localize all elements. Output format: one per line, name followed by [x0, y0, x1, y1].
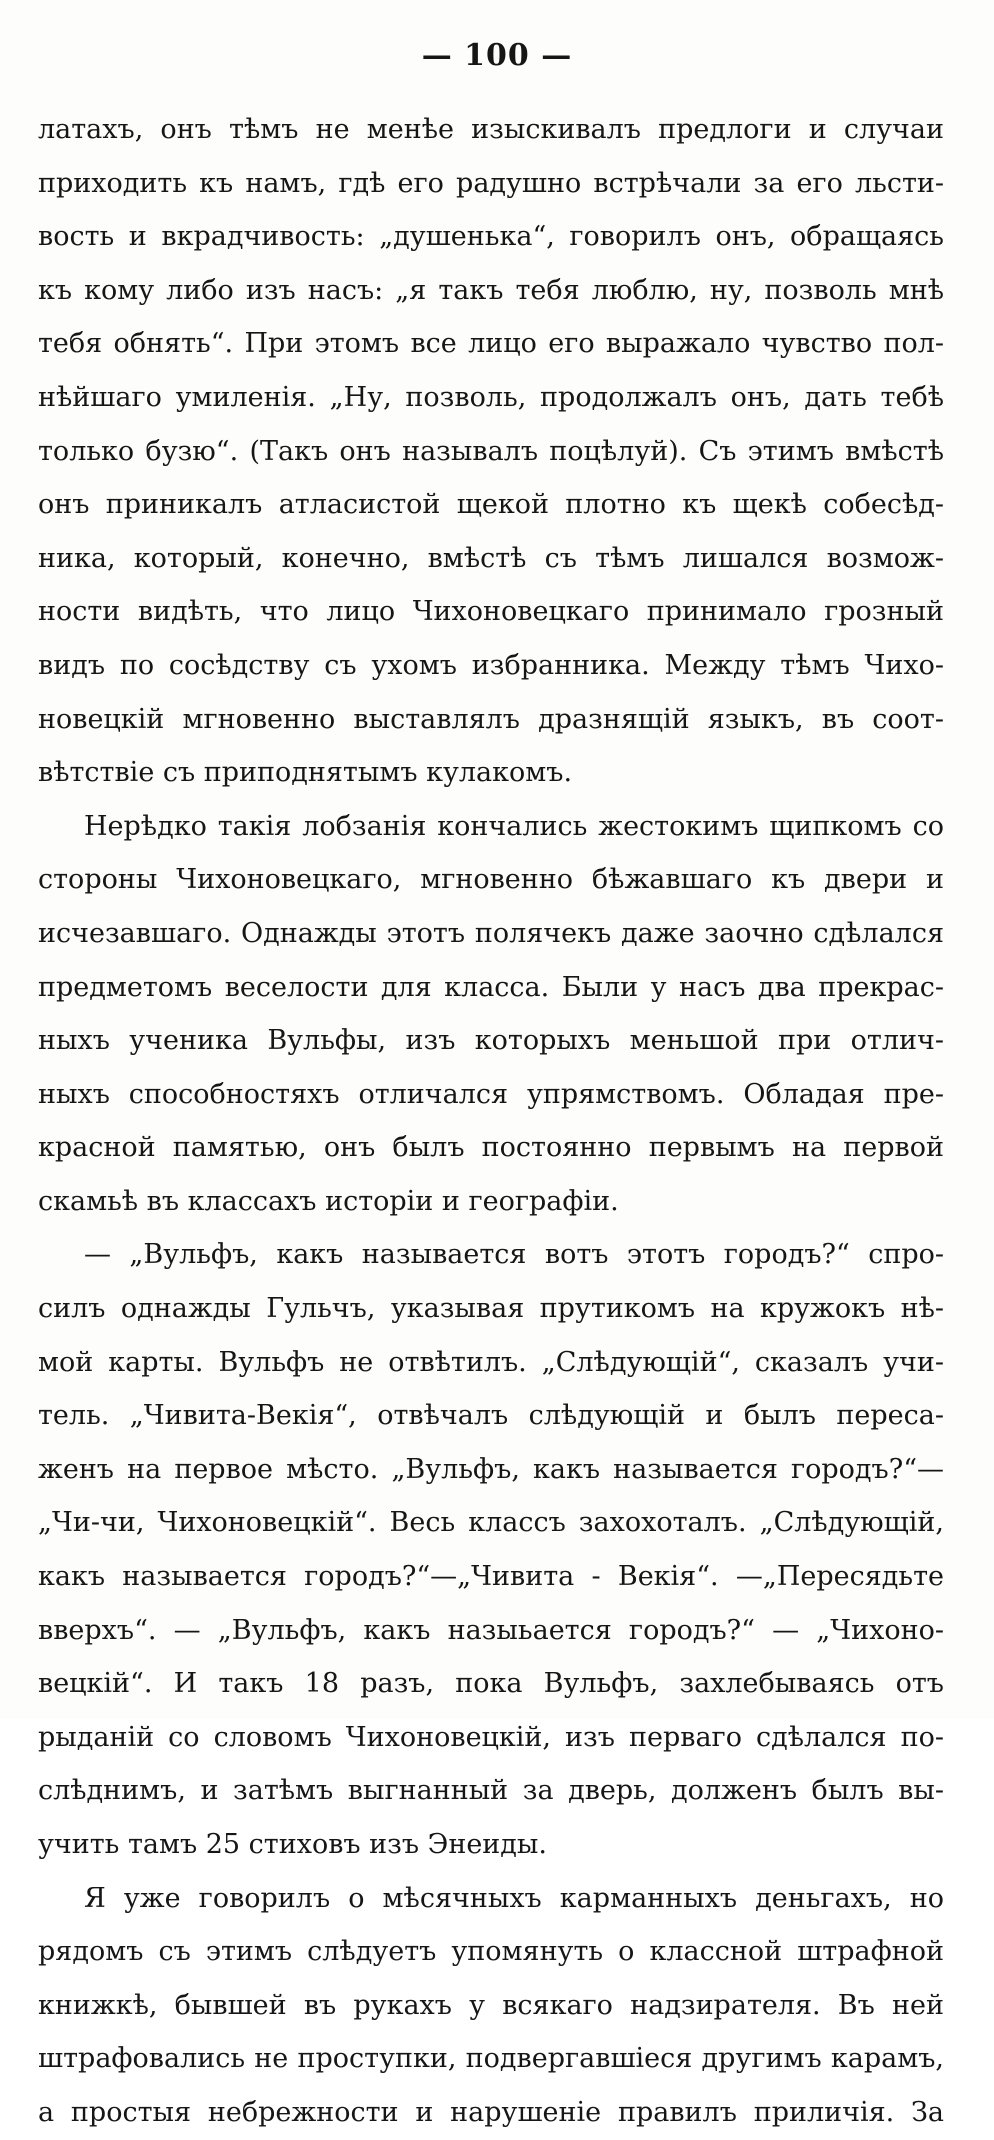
text-line: вецкій“. И такъ 18 разъ, пока Вульфъ, захлебываясь отъ — [38, 1668, 944, 1700]
text-line: тебя обнять“. При этомъ все лицо его выражало чувство пол- — [38, 328, 944, 360]
text-line: ныхъ ученика Вульфы, изъ которыхъ меньшой при отлич- — [38, 1025, 944, 1057]
text-line: стороны Чихоновецкаго, мгновенно бѣжавшаго къ двери и — [38, 864, 944, 896]
text-line: штрафовались не проступки, подвергавшіеся другимъ карамъ, — [38, 2043, 944, 2075]
text-line: слѣднимъ, и затѣмъ выгнанный за дверь, долженъ былъ вы- — [38, 1775, 944, 1807]
text-line: какъ называется городъ?“—„Чивита - Векія“. —„Пересядьте — [38, 1561, 944, 1593]
text-line: латахъ, онъ тѣмъ не менѣе изыскивалъ предлоги и случаи — [38, 114, 944, 145]
text-line: женъ на первое мѣсто. „Вульфъ, какъ называется городъ?“— — [38, 1453, 944, 1485]
text-line: ныхъ способностяхъ отличался упрямствомъ. Обладая пре- — [38, 1078, 944, 1110]
page-number: — 100 — — [421, 38, 573, 73]
text-line: предметомъ веселости для класса. Были у насъ два прекрас- — [38, 971, 944, 1003]
text-line: учить тамъ 25 стиховъ изъ Энеиды. — [38, 1829, 547, 1860]
text-line: новецкій мгновенно выставлялъ дразнящій языкъ, въ соот- — [38, 703, 944, 735]
text-line: ности видѣть, что лицо Чихоновецкаго принимало грозный — [38, 596, 944, 628]
text-line: рядомъ съ этимъ слѣдуетъ упомянуть о классной штрафной — [38, 1936, 944, 1968]
text-line: Я уже говорилъ о мѣсячныхъ карманныхъ деньгахъ, но — [84, 1882, 944, 1914]
text-line: приходить къ намъ, гдѣ его радушно встрѣчали за его льсти- — [38, 167, 944, 199]
text-line: — „Вульфъ, какъ называется вотъ этотъ городъ?“ спро- — [84, 1239, 944, 1271]
text-line: къ кому либо изъ насъ: „я такъ тебя люблю, ну, позволь мнѣ — [38, 274, 944, 306]
text-line: тель. „Чивита-Векія“, отвѣчалъ слѣдующій и былъ переса- — [38, 1400, 944, 1432]
text-line: исчезавшаго. Однажды этотъ полячекъ даже заочно сдѣлался — [38, 917, 944, 949]
text-line: силъ однажды Гульчъ, указывая прутикомъ на кружокъ нѣ- — [38, 1293, 944, 1325]
text-line: книжкѣ, бывшей въ рукахъ у всякаго надзирателя. Въ ней — [38, 1989, 944, 2021]
text-line: Нерѣдко такія лобзанія кончались жестокимъ щипкомъ со — [84, 810, 944, 842]
text-line: вверхъ“. — „Вульфъ, какъ назыьается городъ?“ — „Чихоно- — [38, 1614, 944, 1646]
text-line: скамьѣ въ классахъ исторіи и географіи. — [38, 1185, 619, 1217]
text-line: вость и вкрадчивость: „душенька“, говорилъ онъ, обращаясь — [38, 221, 944, 253]
text-line: только бузю“. (Такъ онъ называлъ поцѣлуй). Съ этимъ вмѣстѣ — [38, 435, 944, 467]
text-line: красной памятью, онъ былъ постоянно первымъ на первой — [38, 1132, 944, 1164]
text-line: мой карты. Вульфъ не отвѣтилъ. „Слѣдующій“, сказалъ учи- — [38, 1346, 944, 1378]
body-text — [38, 103, 944, 2140]
text-line: видъ по сосѣдству съ ухомъ избранника. Между тѣмъ Чихо- — [38, 649, 944, 681]
text-line: вѣтствіе съ приподнятымъ кулакомъ. — [38, 757, 573, 789]
text-line: нѣйшаго умиленія. „Ну, позволь, продолжалъ онъ, дать тебѣ — [38, 381, 944, 413]
text-line: онъ приникалъ атласистой щекой плотно къ щекѣ собесѣд- — [38, 489, 944, 521]
text-line: „Чи-чи, Чихоновецкій“. Весь классъ захохоталъ. „Слѣдующій, — [38, 1507, 944, 1539]
text-line: ника, который, конечно, вмѣстѣ съ тѣмъ лишался возмож- — [38, 542, 944, 574]
text-line: а простыя небрежности и нарушеніе правилъ приличія. За — [38, 2096, 944, 2128]
text-line: рыданій со словомъ Чихоновецкій, изъ перваго сдѣлался по- — [38, 1721, 944, 1753]
